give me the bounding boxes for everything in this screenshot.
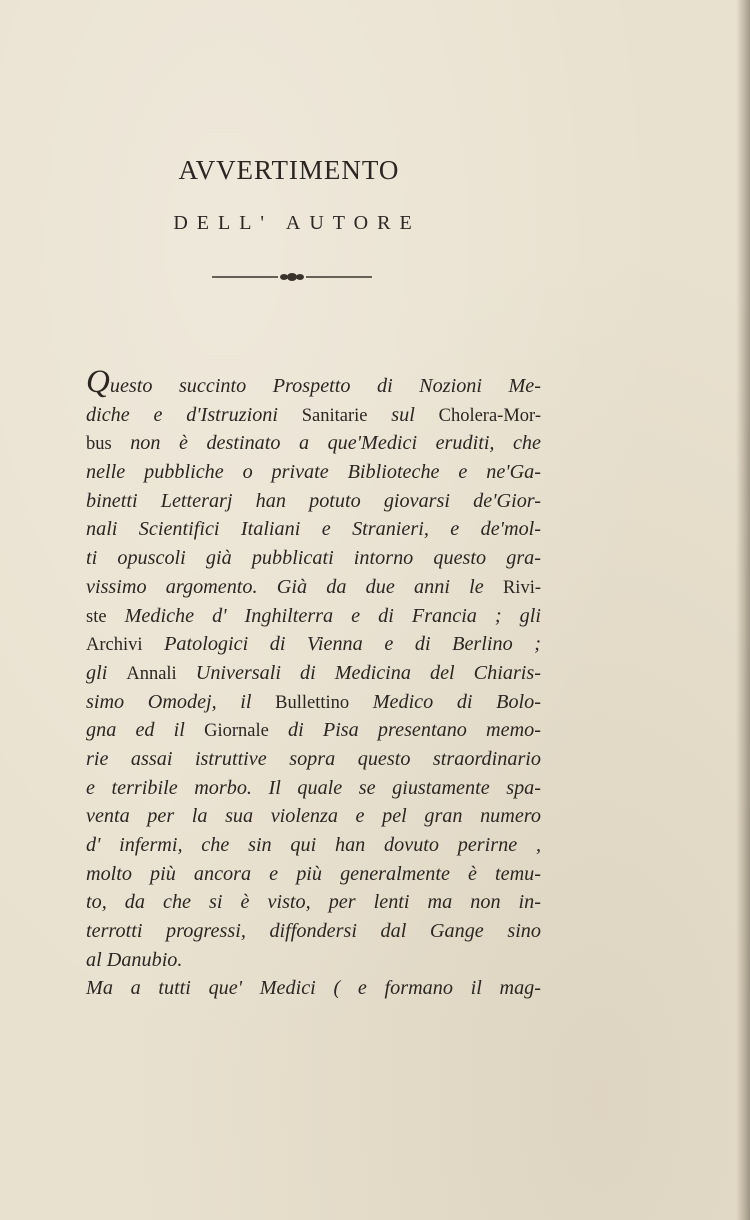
text-segment: uesto succinto Prospetto di Nozioni Me- — [109, 375, 541, 397]
text-segment: ti opuscoli già pubblicati intorno questo gra- — [86, 547, 541, 570]
text-line — [86, 429, 541, 458]
text-segment: molto più ancora e più generalmente è temu- — [86, 862, 541, 885]
text-segment: Bullettino — [275, 692, 350, 713]
text-segment: gna ed il — [86, 719, 205, 742]
text-line — [86, 401, 541, 430]
text-segment: diche e d'Istruzioni — [86, 403, 302, 426]
text-segment: ste — [86, 606, 107, 627]
drop-capital: Q — [86, 364, 110, 400]
text-segment: Universali di Medicina del Chiaris- — [176, 661, 541, 684]
text-line — [86, 774, 541, 803]
text-line — [86, 515, 541, 544]
page-title: AVVERTIMENTO — [178, 155, 400, 185]
text-segment: Ma a tutti que' Medici ( e formano il mag- — [86, 977, 541, 1000]
paragraph-2 — [86, 974, 541, 1003]
text-segment: Medico di Bolo- — [349, 690, 541, 713]
text-segment: to, da che si è visto, per lenti ma non in- — [86, 891, 541, 914]
page-subtitle: DELL' AUTORE — [173, 212, 421, 234]
text-segment: binetti Letterarj han potuto giovarsi de'Gior- — [86, 489, 541, 512]
text-segment: Sanitarie — [301, 405, 368, 426]
text-segment: vissimo argomento. Già da due anni le — [86, 575, 503, 598]
text-segment: Mediche d' Inghilterra e di Francia ; gli — [106, 604, 541, 627]
text-line — [86, 917, 541, 946]
text-line — [86, 487, 541, 516]
text-segment: non è destinato a que'Medici eruditi, che — [111, 432, 541, 455]
text-segment: Annali — [126, 663, 177, 684]
text-segment: gli — [86, 661, 127, 684]
text-line — [86, 364, 541, 401]
text-line — [86, 802, 541, 831]
text-segment: rie assai istruttive sopra questo straordinario — [86, 747, 541, 770]
text-segment: nelle pubbliche o private Biblioteche e ne'Ga- — [86, 461, 541, 484]
text-segment: al Danubio. — [86, 948, 183, 971]
body-text — [86, 364, 541, 1003]
text-segment: di Pisa presentano memo- — [268, 719, 541, 742]
text-segment: venta per la sua violenza e pel gran numero — [86, 805, 541, 828]
text-line — [86, 659, 541, 688]
text-line — [86, 716, 541, 745]
text-segment: Rivi- — [502, 577, 541, 598]
text-line — [86, 688, 541, 717]
text-segment: Patologici di Vienna e di Berlino ; — [142, 633, 541, 656]
text-segment: sul — [367, 403, 439, 426]
ornament-divider — [212, 270, 372, 284]
text-line — [86, 888, 541, 917]
text-line — [86, 544, 541, 573]
text-segment: Archivi — [86, 635, 143, 656]
text-segment: bus — [86, 434, 112, 455]
text-line — [86, 573, 541, 602]
text-segment: Cholera-Mor- — [438, 405, 541, 426]
text-segment: d' infermi, che sin qui han dovuto perirne , — [86, 834, 541, 856]
text-segment: simo Omodej, il — [86, 690, 276, 713]
text-line — [86, 745, 541, 774]
text-line — [86, 831, 541, 860]
text-line — [86, 602, 541, 631]
text-segment: e terribile morbo. Il quale se giustamente spa- — [86, 776, 541, 799]
text-line — [86, 974, 541, 1003]
text-segment: terrotti progressi, diffondersi dal Gange sino — [86, 920, 541, 943]
text-line — [86, 860, 541, 889]
text-segment: Giornale — [204, 721, 269, 742]
paragraph-1 — [86, 364, 541, 974]
text-segment: nali Scientifici Italiani e Stranieri, e de'mol- — [86, 518, 541, 541]
text-line — [86, 630, 541, 659]
page-edge — [736, 0, 750, 1220]
text-line — [86, 946, 541, 975]
text-line — [86, 458, 541, 487]
